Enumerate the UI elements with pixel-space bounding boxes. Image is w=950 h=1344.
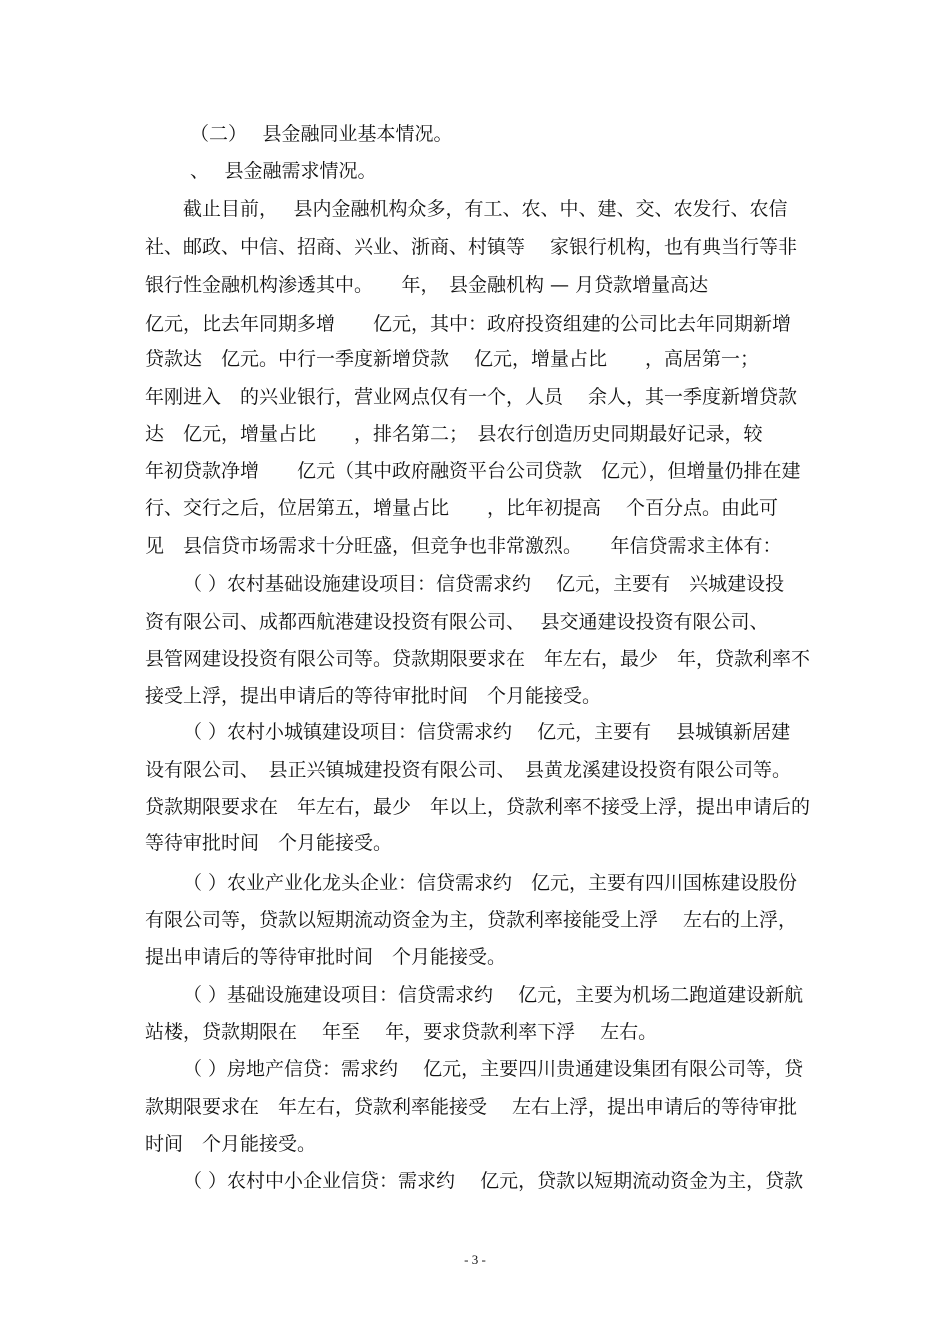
- text-line: 贷款达 亿元。中行一季度新增贷款 亿元，增量占比 ，高居第一；: [145, 348, 760, 370]
- text-line: 资有限公司、成都西航港建设投资有限公司、 县交通建设投资有限公司、: [145, 611, 769, 633]
- text-line: 款期限要求在 年左右，贷款利率能接受 左右上浮，提出申请后的等待审批: [145, 1096, 798, 1118]
- text-line: 设有限公司、 县正兴镇城建投资有限公司、 县黄龙溪建设投资有限公司等。: [145, 759, 792, 781]
- text-line: 达 亿元，增量占比 ，排名第二； 县农行创造历史同期最好记录，较: [145, 423, 763, 445]
- list-item-line: （ ）农业产业化龙头企业：信贷需求约 亿元，主要有四川国栋建设股份: [183, 872, 798, 894]
- text-line: 行、交行之后，位居第五，增量占比 ，比年初提高 个百分点。由此可: [145, 497, 779, 519]
- text-line: 截止目前， 县内金融机构众多，有工、农、中、建、交、农发行、农信: [183, 198, 788, 220]
- text-line: 时间 个月能接受。: [145, 1133, 317, 1155]
- text-line: 贷款期限要求在 年左右，最少 年以上，贷款利率不接受上浮，提出申请后的: [145, 796, 811, 818]
- text-line: 接受上浮，提出申请后的等待审批时间 个月能接受。: [145, 685, 602, 707]
- list-item-line: （ ）农村基础设施建设项目：信贷需求约 亿元，主要有 兴城建设投: [183, 573, 785, 595]
- list-item-line: （ ）基础设施建设项目：信贷需求约 亿元，主要为机场二跑道建设新航: [183, 984, 804, 1006]
- list-item-line: （ ）房地产信贷：需求约 亿元，主要四川贵通建设集团有限公司等，贷: [183, 1058, 804, 1080]
- subsection-heading: 、 县金融需求情况。: [190, 160, 377, 182]
- text-line: 亿元，比去年同期多增 亿元，其中：政府投资组建的公司比去年同期新增: [145, 313, 792, 335]
- text-line: 县管网建设投资有限公司等。贷款期限要求在 年左右，最少 年，贷款利率不: [145, 648, 811, 670]
- text-line: 有限公司等，贷款以短期流动资金为主，贷款利率接能受上浮 左右的上浮，: [145, 909, 798, 931]
- text-line: 提出申请后的等待审批时间 个月能接受。: [145, 946, 507, 968]
- list-item-line: （ ）农村小城镇建设项目：信贷需求约 亿元，主要有 县城镇新居建: [183, 721, 791, 743]
- text-line: 年初贷款净增 亿元（其中政府融资平台公司贷款 亿元），但增量仍排在建: [145, 460, 801, 482]
- page-number: - 3 -: [464, 1252, 486, 1267]
- text-line: 社、邮政、中信、招商、兴业、浙商、村镇等 家银行机构，也有典当行等非: [145, 236, 798, 258]
- text-line: 站楼，贷款期限在 年至 年，要求贷款利率下浮 左右。: [145, 1021, 658, 1043]
- text-line: 年刚进入 的兴业银行，营业网点仅有一个，人员 余人，其一季度新增贷款: [145, 386, 798, 408]
- text-line: 见 县信贷市场需求十分旺盛，但竞争也非常激烈。 年信贷需求主体有：: [145, 535, 782, 557]
- text-line: 等待审批时间 个月能接受。: [145, 832, 393, 854]
- section-heading: （二） 县金融同业基本情况。: [190, 123, 453, 145]
- list-item-line: （ ）农村中小企业信贷：需求约 亿元，贷款以短期流动资金为主，贷款: [183, 1170, 804, 1192]
- text-line: 银行性金融机构渗透其中。 年， 县金融机构 — 月贷款增量高达: [145, 274, 709, 296]
